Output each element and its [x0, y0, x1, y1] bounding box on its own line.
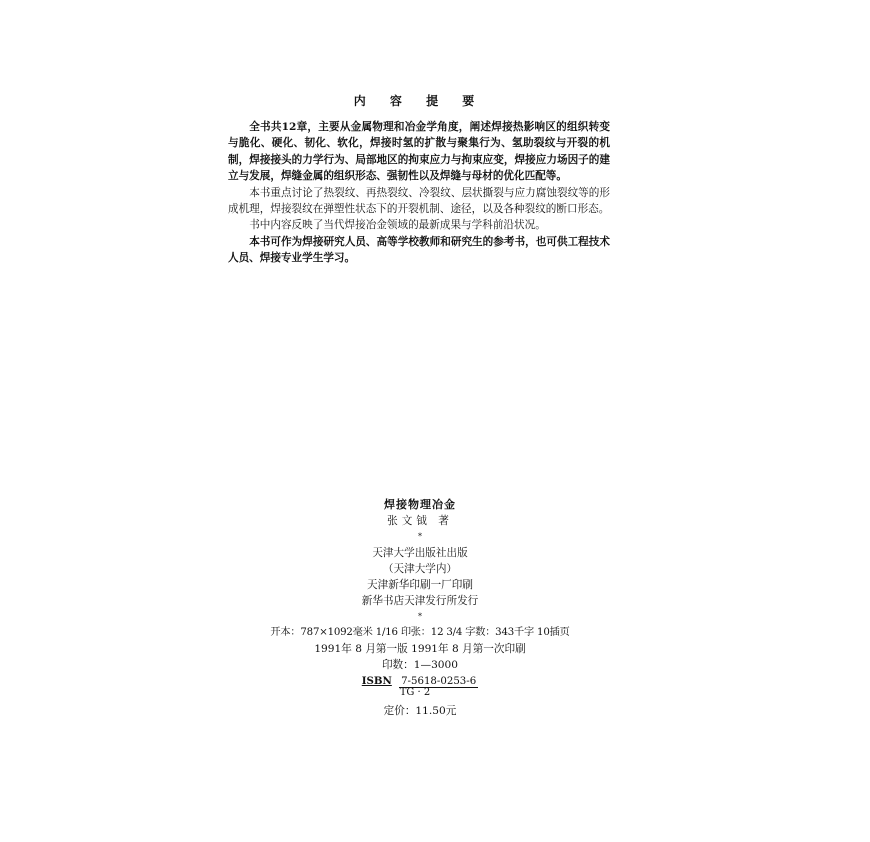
isbn-row	[362, 675, 478, 687]
summary-paragraph-3: 书中内容反映了当代焊接冶金领域的最新成果与学科前沿状况。	[249, 219, 546, 232]
content-summary	[228, 92, 610, 267]
separator-mark: *	[418, 532, 422, 541]
author-line: 张文钺 著	[387, 515, 453, 527]
price-line: 定价：11.50元	[383, 705, 457, 717]
colophon	[225, 497, 615, 719]
distributor-line: 新华书店天津发行所发行	[361, 595, 479, 607]
isbn-number: 7-5618-0253-6	[401, 676, 477, 687]
separator-mark: *	[418, 612, 422, 621]
format-specs: 开本：787×1092毫米 1/16 印张：12 3/4 字数：343千字 10插页	[270, 627, 570, 638]
summary-paragraph-2: 本书重点讨论了热裂纹、再热裂纹、冷裂纹、层状撕裂与应力腐蚀裂纹等的形成机理，焊接裂纹在弹塑性状态下的开裂机制、途径，以及各种裂纹的断口形态。	[228, 186, 610, 216]
summary-title: 内 容 提 要	[353, 94, 485, 108]
print-run: 印数：1—3000	[381, 659, 459, 671]
edition-line: 1991年 8 月第一版 1991年 8 月第一次印刷	[314, 643, 526, 655]
publisher-line: 天津大学出版社出版	[372, 547, 468, 559]
classification-code: TG · 2	[399, 687, 431, 698]
summary-paragraph-1: 全书共12章，主要从金属物理和冶金学角度，阐述焊接热影响区的组织转变与脆化、硬化、韧化、软化，焊接时氢的扩散与聚集行为、氢助裂纹与开裂的机制，焊接接头的力学行为、局部地区的拘束应力与拘束应变，焊接应力场因子的建立与发展，焊缝金属的组织形态、强韧性以及焊缝与母材的优化匹配等。	[228, 121, 610, 183]
book-title: 焊接物理冶金	[384, 498, 456, 511]
printer-line: 天津新华印刷一厂印刷	[367, 579, 473, 591]
isbn-block	[362, 675, 478, 699]
isbn-label: ISBN	[361, 675, 392, 687]
publisher-note: （天津大学内）	[382, 563, 458, 575]
summary-paragraph-4: 本书可作为焊接研究人员、高等学校教师和研究生的参考书，也可供工程技术人员、焊接专业学生学习。	[228, 235, 610, 265]
